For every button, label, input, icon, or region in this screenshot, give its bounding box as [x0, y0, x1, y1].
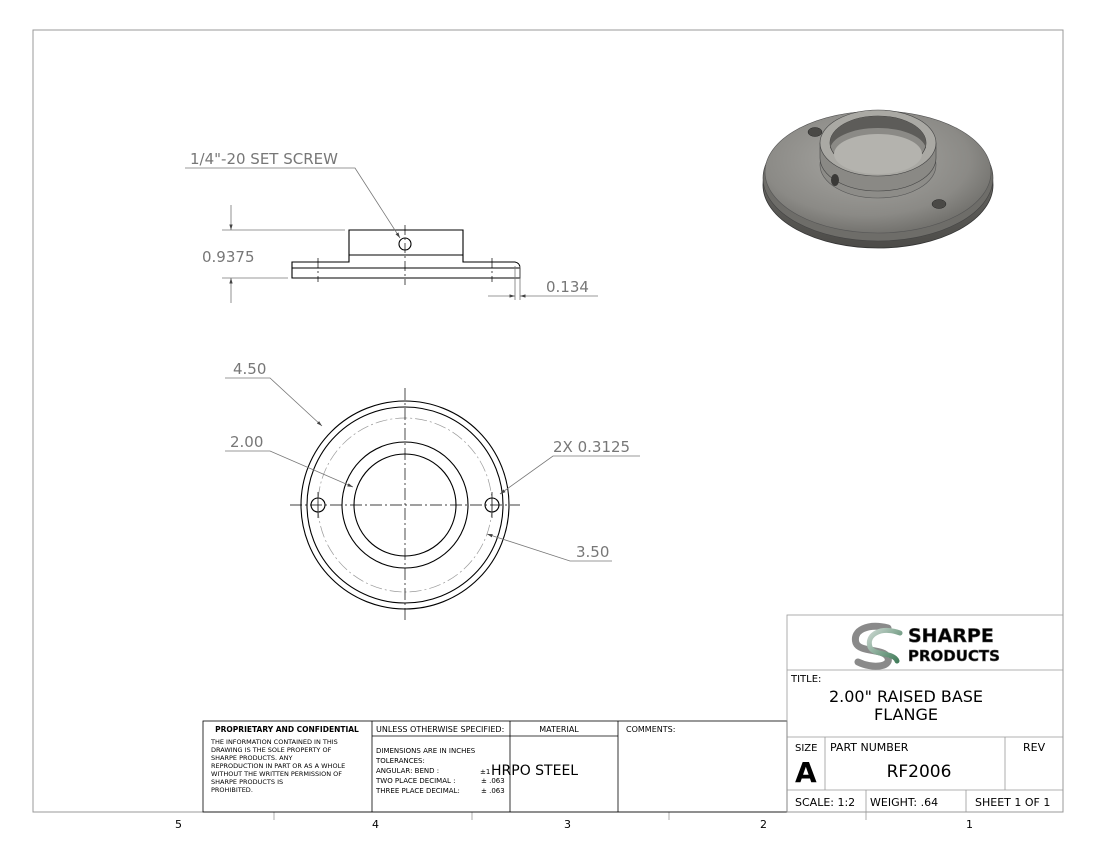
- unless-specified-heading: UNLESS OTHERWISE SPECIFIED:: [376, 725, 505, 734]
- material-value: HRPO STEEL: [491, 763, 579, 779]
- size-label: SIZE: [795, 743, 818, 754]
- iso-bolt-hole-right: [932, 200, 946, 209]
- three-place-tolerance-value: ± .063: [481, 787, 505, 795]
- sharpe-logo: [855, 625, 1000, 666]
- angular-tolerance-value: ±1: [480, 768, 491, 776]
- angular-tolerance: ANGULAR: BEND :: [376, 767, 440, 775]
- hole-diameter-dimension: 2X 0.3125: [553, 438, 631, 456]
- three-place-tolerance: THREE PLACE DECIMAL:: [376, 787, 460, 795]
- proprietary-line: REPRODUCTION IN PART OR AS A WHOLE: [211, 762, 346, 770]
- comments-heading: COMMENTS:: [626, 725, 676, 734]
- logo-text-line2: PRODUCTS: [908, 647, 1000, 665]
- part-number: RF2006: [886, 762, 952, 782]
- proprietary-line: SHARPE PRODUCTS IS: [211, 778, 284, 786]
- proprietary-line: SHARPE PRODUCTS. ANY: [211, 754, 293, 762]
- zone-label: 5: [175, 818, 182, 831]
- tolerances-text: [375, 747, 505, 795]
- two-place-tolerance-value: ± .063: [481, 777, 505, 785]
- dimensions-note: DIMENSIONS ARE IN INCHES: [376, 747, 476, 755]
- proprietary-text: [210, 738, 345, 794]
- title-line1: 2.00" RAISED BASE: [828, 687, 984, 706]
- material-heading: MATERIAL: [539, 725, 579, 734]
- side-view-dimensions: [185, 168, 598, 303]
- height-dimension: 0.9375: [202, 248, 255, 266]
- two-place-tolerance: TWO PLACE DECIMAL :: [376, 777, 456, 785]
- proprietary-line: DRAWING IS THE SOLE PROPERTY OF: [211, 746, 332, 754]
- iso-bolt-hole-left: [808, 128, 822, 137]
- proprietary-line: PROHIBITED.: [211, 786, 253, 794]
- setscrew-callout: 1/4"-20 SET SCREW: [190, 150, 338, 168]
- zone-label: 4: [372, 818, 379, 831]
- title-line2: FLANGE: [874, 705, 938, 724]
- isometric-view: [763, 110, 993, 248]
- rev-label: REV: [1023, 741, 1046, 754]
- bolt-circle-dimension: 3.50: [576, 543, 610, 561]
- zone-label: 3: [564, 818, 571, 831]
- lip-dimension: 0.134: [546, 278, 589, 296]
- side-view: [292, 225, 520, 285]
- iso-set-screw-hole: [831, 174, 839, 186]
- top-view-dimensions: [225, 378, 640, 561]
- scale-text: SCALE: 1:2: [795, 796, 856, 809]
- weight-text: WEIGHT: .64: [870, 796, 939, 809]
- size-value: A: [795, 756, 817, 789]
- zone-label: 2: [760, 818, 767, 831]
- bore-diameter-dimension: 2.00: [230, 433, 264, 451]
- outer-diameter-dimension: 4.50: [233, 360, 267, 378]
- sheet-text: SHEET 1 OF 1: [975, 796, 1051, 809]
- zone-label: 1: [966, 818, 973, 831]
- proprietary-line: WITHOUT THE WRITTEN PERMISSION OF: [211, 770, 343, 778]
- proprietary-line: THE INFORMATION CONTAINED IN THIS: [211, 738, 338, 746]
- tolerances-label: TOLERANCES:: [376, 757, 425, 765]
- proprietary-heading: PROPRIETARY AND CONFIDENTIAL: [215, 725, 359, 734]
- logo-mark: [855, 626, 900, 666]
- logo-text-line1: SHARPE: [908, 625, 994, 647]
- title-label: TITLE:: [791, 674, 822, 685]
- part-number-label: PART NUMBER: [830, 741, 909, 754]
